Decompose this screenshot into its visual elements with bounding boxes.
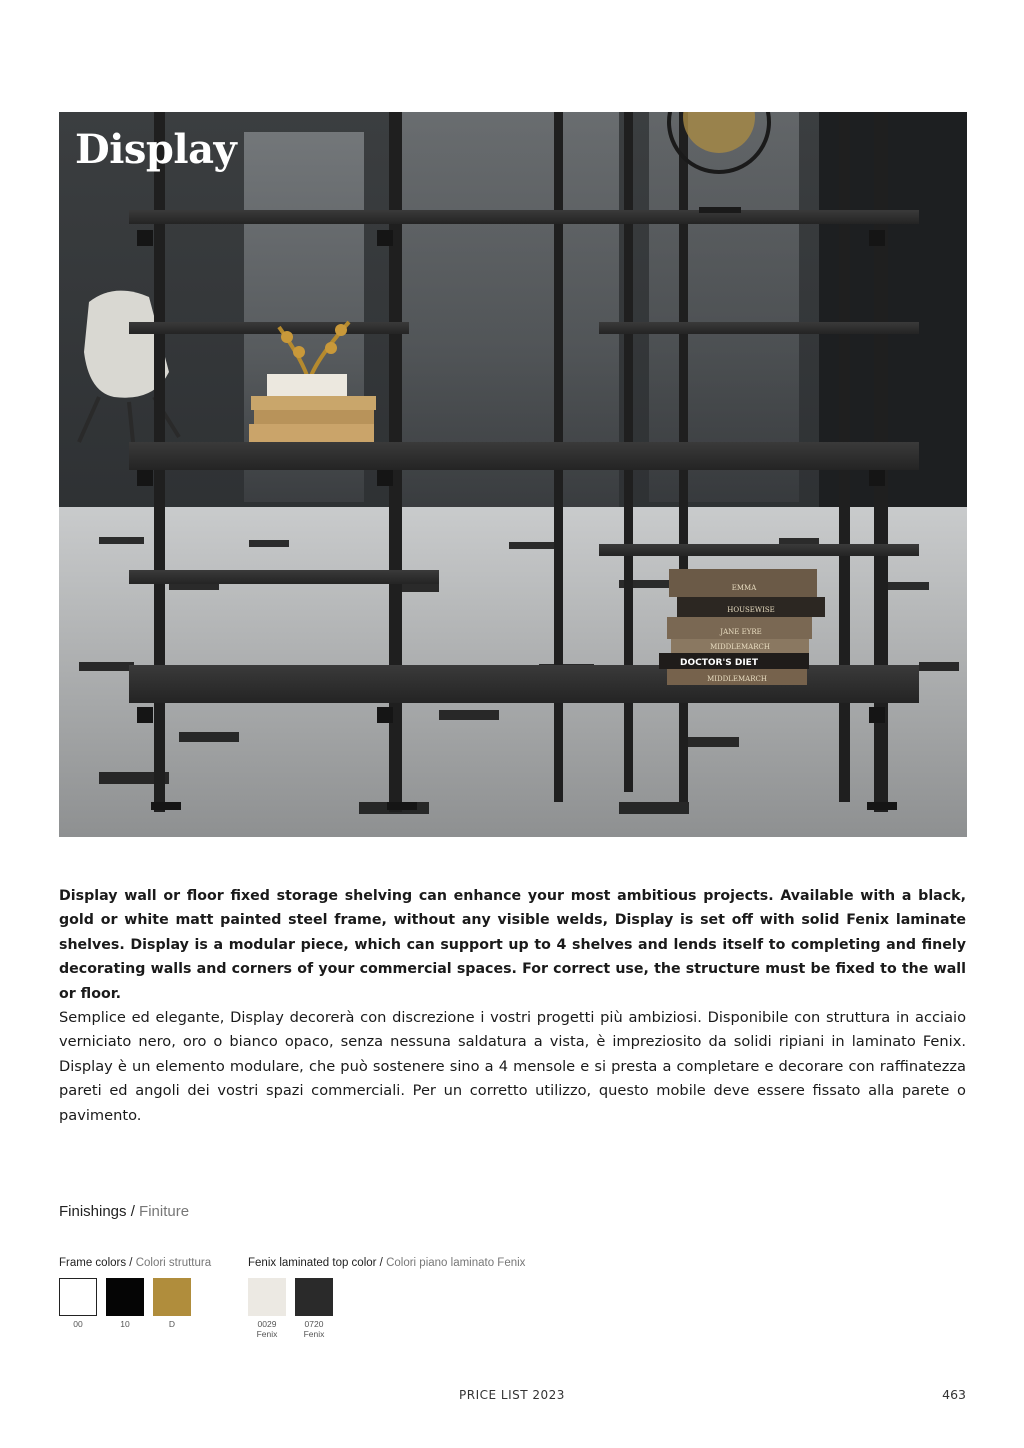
frame-swatch-code: D <box>168 1319 176 1329</box>
footer-price-list: PRICE LIST 2023 <box>459 1388 565 1402</box>
fenix-swatch-code-number: 0720 <box>304 1319 324 1329</box>
fenix-colors-label-it: Colori piano laminato Fenix <box>382 1257 526 1269</box>
frame-swatch-black[interactable] <box>106 1278 144 1316</box>
svg-text:HOUSEWISE: HOUSEWISE <box>727 606 775 614</box>
frame-colors-label-it: Colori struttura <box>132 1257 212 1269</box>
fenix-swatch-code <box>295 1319 333 1339</box>
finishings-heading-en: Finishings / <box>59 1203 135 1220</box>
hero-photo <box>59 112 967 837</box>
frame-colors-label <box>59 1257 211 1269</box>
frame-swatch-code: 10 <box>120 1319 130 1329</box>
finishings-heading-it: Finiture <box>134 1203 190 1220</box>
fenix-swatch-code-name: Fenix <box>256 1329 278 1339</box>
fenix-swatch-code-name: Fenix <box>303 1329 325 1339</box>
svg-text:DOCTOR'S DIET: DOCTOR'S DIET <box>680 658 758 668</box>
frame-swatch-gold[interactable] <box>153 1278 191 1316</box>
svg-text:MIDDLEMARCH: MIDDLEMARCH <box>710 643 770 651</box>
fenix-colors-label-en: Fenix laminated top color / <box>248 1257 383 1269</box>
svg-text:JANE EYRE: JANE EYRE <box>720 628 762 636</box>
svg-text:EMMA: EMMA <box>731 584 757 592</box>
finishings-heading <box>59 1203 189 1220</box>
description-italian: Semplice ed elegante, Display decorerà con discrezione i vostri progetti più ambiziosi. Disponibile con struttura in acciaio verniciato nero, oro o bianco opaco, senza nessuna saldatura a vista, è impreziosito da solidi ripiani in laminato Fenix. Display è un elemento modulare, che può sostenere sino a 4 mensole e si presta a completare e decorare con raffinatezza pareti ed angoli dei vostri spazi commerciali. Per un corretto utilizzo, questo mobile deve essere fissato alla parete o pavimento. <box>59 1009 966 1124</box>
fenix-swatch-white[interactable] <box>248 1278 286 1316</box>
shelving-photo <box>59 112 967 837</box>
page-number: 463 <box>942 1387 966 1402</box>
description-english: Display wall or floor fixed storage shelving can enhance your most ambitious projects. Available with a black, gold or white matt painted steel frame, without any visible welds, Display is set off with solid Fenix laminate shelves. Display is a modular piece, which can support up to 4 shelves and lends itself to completing and finely decorating walls and corners of your commercial spaces. For correct use, the structure must be fixed to the wall or floor. <box>59 888 966 1002</box>
fenix-swatch-code <box>248 1319 286 1339</box>
hero-title: Display <box>75 126 237 173</box>
frame-swatch-code: 00 <box>73 1319 83 1329</box>
frame-colors-label-en: Frame colors / <box>59 1257 133 1269</box>
fenix-swatch-code-number: 0029 <box>257 1319 277 1329</box>
fenix-swatch-black[interactable] <box>295 1278 333 1316</box>
svg-text:MIDDLEMARCH: MIDDLEMARCH <box>707 675 767 683</box>
fenix-colors-label <box>248 1257 525 1269</box>
frame-swatch-white[interactable] <box>59 1278 97 1316</box>
